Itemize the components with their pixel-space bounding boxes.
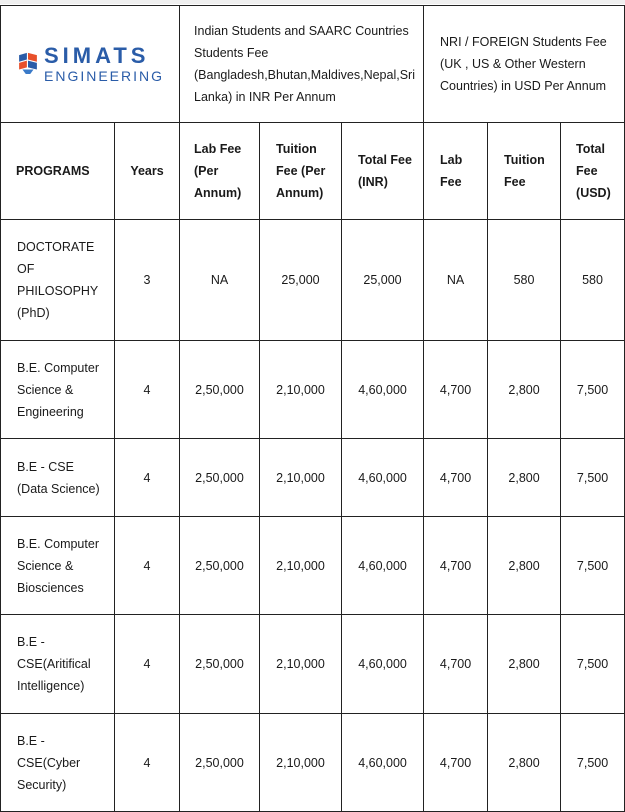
logo-sub: ENGINEERING: [44, 68, 165, 84]
cell-tuition-usd: 2,800: [488, 517, 561, 615]
fee-table: [0, 5, 625, 812]
table-row: [1, 341, 625, 439]
fee-rows: [1, 220, 625, 812]
col-lab-fee-usd: Lab Fee: [424, 123, 488, 220]
table-row: [1, 615, 625, 714]
cell-lab-usd: 4,700: [424, 439, 488, 517]
program-name: B.E - CSE (Data Science): [1, 439, 115, 517]
col-total-fee-inr: Total Fee (INR): [342, 123, 424, 220]
cell-total-usd: 7,500: [561, 714, 625, 812]
simats-logo: [16, 44, 164, 84]
cell-total-inr: 4,60,000: [342, 615, 424, 714]
table-row: [1, 220, 625, 341]
cell-years: 4: [115, 517, 180, 615]
cell-lab-inr: 2,50,000: [180, 341, 260, 439]
cell-tuition-inr: 2,10,000: [260, 517, 342, 615]
table-row: [1, 714, 625, 812]
logo-cell: [1, 6, 180, 123]
cell-tuition-usd: 2,800: [488, 615, 561, 714]
cell-total-usd: 7,500: [561, 517, 625, 615]
cell-lab-inr: NA: [180, 220, 260, 341]
table-row: [1, 517, 625, 615]
cell-tuition-usd: 580: [488, 220, 561, 341]
simats-logo-icon: [18, 44, 38, 84]
top-divider: [0, 0, 625, 4]
cell-years: 4: [115, 714, 180, 812]
cell-tuition-usd: 2,800: [488, 439, 561, 517]
column-header-row: [1, 123, 625, 220]
cell-lab-usd: 4,700: [424, 714, 488, 812]
cell-lab-usd: 4,700: [424, 341, 488, 439]
col-total-fee-usd: Total Fee (USD): [561, 123, 625, 220]
cell-tuition-inr: 2,10,000: [260, 341, 342, 439]
cell-total-usd: 7,500: [561, 439, 625, 517]
cell-lab-usd: 4,700: [424, 615, 488, 714]
col-years: Years: [115, 123, 180, 220]
col-programs: PROGRAMS: [1, 123, 115, 220]
program-name: B.E - CSE(Cyber Security): [1, 714, 115, 812]
cell-lab-usd: 4,700: [424, 517, 488, 615]
cell-years: 4: [115, 615, 180, 714]
cell-tuition-inr: 2,10,000: [260, 615, 342, 714]
cell-total-inr: 4,60,000: [342, 714, 424, 812]
cell-total-inr: 4,60,000: [342, 517, 424, 615]
col-tuition-fee-inr: Tuition Fee (Per Annum): [260, 123, 342, 220]
cell-years: 3: [115, 220, 180, 341]
program-name: B.E. Computer Science & Biosciences: [1, 517, 115, 615]
cell-years: 4: [115, 341, 180, 439]
cell-total-inr: 25,000: [342, 220, 424, 341]
logo-name: SIMATS: [44, 43, 150, 68]
cell-lab-inr: 2,50,000: [180, 517, 260, 615]
indian-group-header: Indian Students and SAARC Countries Students Fee (Bangladesh,Bhutan,Maldives,Nepal,Sri Lanka) in INR Per Annum: [180, 6, 424, 123]
cell-lab-usd: NA: [424, 220, 488, 341]
cell-years: 4: [115, 439, 180, 517]
program-name: DOCTORATE OF PHILOSOPHY (PhD): [1, 220, 115, 341]
nri-group-header: NRI / FOREIGN Students Fee (UK , US & Other Western Countries) in USD Per Annum: [424, 6, 625, 123]
cell-total-inr: 4,60,000: [342, 439, 424, 517]
cell-total-usd: 7,500: [561, 341, 625, 439]
table-row: [1, 439, 625, 517]
cell-total-usd: 7,500: [561, 615, 625, 714]
cell-lab-inr: 2,50,000: [180, 615, 260, 714]
cell-total-inr: 4,60,000: [342, 341, 424, 439]
cell-tuition-inr: 2,10,000: [260, 714, 342, 812]
group-header-row: [1, 6, 625, 123]
cell-lab-inr: 2,50,000: [180, 714, 260, 812]
program-name: B.E. Computer Science & Engineering: [1, 341, 115, 439]
col-tuition-fee-usd: Tuition Fee: [488, 123, 561, 220]
cell-tuition-inr: 2,10,000: [260, 439, 342, 517]
cell-tuition-usd: 2,800: [488, 714, 561, 812]
col-lab-fee-inr: Lab Fee (Per Annum): [180, 123, 260, 220]
cell-lab-inr: 2,50,000: [180, 439, 260, 517]
cell-tuition-usd: 2,800: [488, 341, 561, 439]
program-name: B.E - CSE(Aritifical Intelligence): [1, 615, 115, 714]
cell-total-usd: 580: [561, 220, 625, 341]
cell-tuition-inr: 25,000: [260, 220, 342, 341]
